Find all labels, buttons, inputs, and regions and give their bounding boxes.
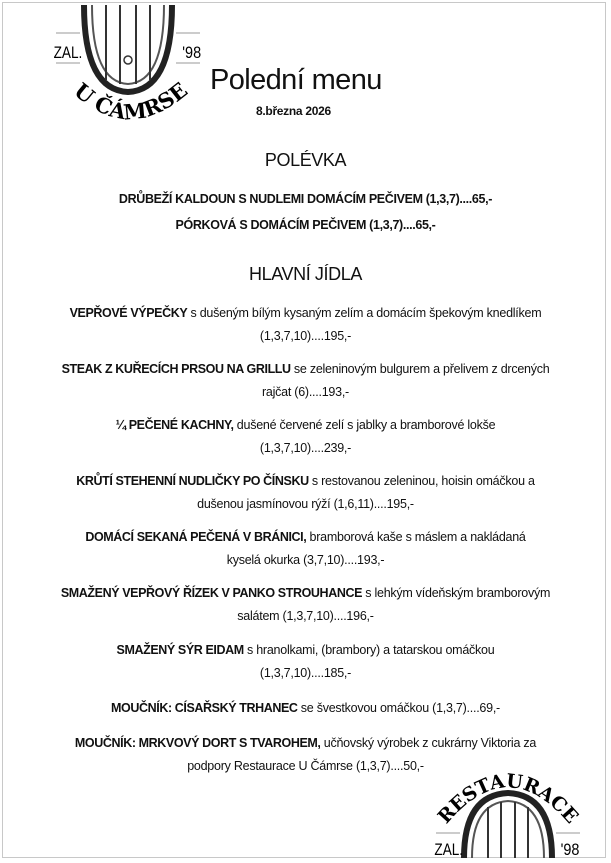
- menu-item: [61, 582, 551, 628]
- logo-top-left-text: ZAL.: [53, 43, 83, 63]
- menu-item: [61, 302, 551, 348]
- menu-item-desc: s lehkým vídeňským bramborovým salátem (1,3,7,10)....196,-: [237, 586, 551, 623]
- soup-item: PÓRKOVÁ S DOMÁCÍM PEČIVEM (1,3,7)....65,-: [175, 218, 436, 232]
- logo-top-right-text: '98: [182, 43, 202, 63]
- barrel-icon: [84, 5, 172, 92]
- menu-item-name: KRŮTÍ STEHENNÍ NUDLIČKY PO ČÍNSKU: [76, 474, 309, 488]
- logo-bottom-left-text: ZAL.: [434, 840, 464, 858]
- menu-item-desc: učňovský výrobek z cukrárny Viktoria za podpory Restaurace U Čámrse (1,3,7)....50,-: [187, 736, 537, 773]
- menu-item: [71, 639, 541, 685]
- menu-item: [71, 470, 541, 516]
- menu-item-desc: se zeleninovým bulgurem a přelivem z drcených rajčat (6)....193,-: [262, 362, 550, 399]
- menu-item-desc: bramborová kaše s máslem a nakládaná kyselá okurka (3,7,10)....193,-: [226, 530, 526, 567]
- menu-item-name: STEAK Z KUŘECÍCH PRSOU NA GRILLU: [61, 362, 291, 376]
- menu-item-name: SMAŽENÝ SÝR EIDAM: [116, 643, 244, 657]
- menu-item-desc: dušené červené zelí s jablky a bramborové lokše (1,3,7,10)....239,-: [233, 418, 496, 455]
- page-title: Polední menu: [210, 64, 382, 96]
- menu-item-name: ¼ PEČENÉ KACHNY,: [115, 418, 234, 432]
- menu-item-desc: s restovanou zeleninou, hoisin omáčkou a dušenou jasmínovou rýží (1,6,11)....195,-: [197, 474, 535, 511]
- logo-bottom-right-text: '98: [560, 840, 580, 858]
- menu-item: [46, 697, 566, 720]
- logo-top-brand: U ČÁMRSE: [69, 77, 193, 125]
- menu-item: [61, 358, 551, 404]
- menu-item-name: DOMÁCÍ SEKANÁ PEČENÁ V BRÁNICI,: [85, 530, 307, 544]
- menu-item: [76, 526, 536, 572]
- barrel-icon: [464, 793, 552, 858]
- section-heading-main: HLAVNÍ JÍDLA: [249, 264, 362, 284]
- soup-item: DRŮBEŽÍ KALDOUN S NUDLEMI DOMÁCÍM PEČIVEM (1,3,7)....65,-: [118, 192, 493, 206]
- logo-bottom: [428, 755, 588, 858]
- logo-bottom-brand: RESTAURACE: [433, 770, 583, 828]
- menu-item-name: MOUČNÍK: MRKVOVÝ DORT S TVAROHEM,: [74, 736, 321, 750]
- menu-item-name: MOUČNÍK: CÍSAŘSKÝ TRHANEC: [111, 701, 298, 715]
- menu-item-name: SMAŽENÝ VEPŘOVÝ ŘÍZEK V PANKO STROUHANCE: [60, 586, 363, 600]
- logo-top: [48, 0, 208, 125]
- menu-item: [71, 414, 541, 460]
- menu-item-desc: s hranolkami, (brambory) a tatarskou omáčkou (1,3,7,10)....185,-: [243, 643, 495, 680]
- menu-item-desc: se švestkovou omáčkou (1,3,7)....69,-: [297, 701, 500, 715]
- menu-item-desc: s dušeným bílým kysaným zelím a domácím špekovým knedlíkem (1,3,7,10)....195,-: [187, 306, 542, 343]
- menu-date: 8.března 2026: [256, 104, 331, 118]
- menu-item-name: VEPŘOVÉ VÝPEČKY: [69, 306, 188, 320]
- section-heading-soup: POLÉVKA: [264, 150, 347, 170]
